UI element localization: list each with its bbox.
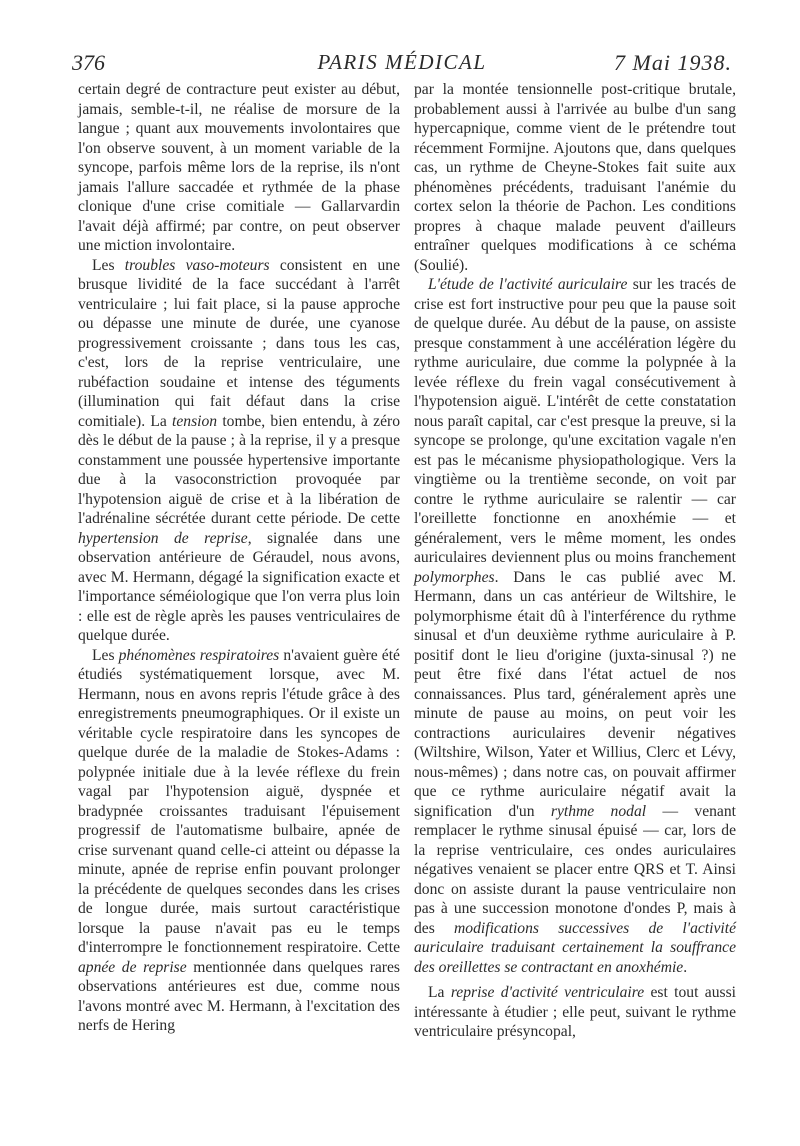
paragraph: par la montée tensionnelle post-critique brutale, probablement aussi à l'arrivée au bulbe d'un sang hypercapnique, comme vient de le prétendre tout récemment Formijne. Ajoutons que, dans quelques cas, un rythme de Cheyne-Stokes fait suite aux phénomènes précédents, traduisant l'anémie du cortex selon la théorie de Pachon. Les conditions propres à chaque malade peuvent d'ailleurs entraîner quelques modifications à ce schéma (Soulié). bbox=[414, 81, 736, 274]
paragraph: certain degré de contracture peut exister au début, jamais, semble-t-il, ne réalise de morsure de la langue ; quant aux mouvements involontaires que l'on observe souvent, à un moment variable de la syncope, parfois même lors de la reprise, ils n'ont jamais l'allure saccadée et rythmée de la phase clonique d'une crise comitiale — Gallarvardin l'avait déjà affirmé; par contre, on peut observer une miction involontaire. bbox=[78, 81, 400, 254]
paragraph-ventricular: La reprise d'activité ventriculaire est tout aussi intéressante à étudier ; elle peut, suivant le rythme ventriculaire présyncopal, bbox=[414, 984, 736, 1040]
right-column bbox=[414, 80, 736, 1042]
left-column bbox=[78, 80, 400, 1036]
paragraph-vasomotor: Les troubles vaso-moteurs consistent en une brusque lividité de la face succédant à l'arrêt ventriculaire ; lui fait place, si la pause approche ou dépasse une minute de durée, une cyanose progressivement croissante ; dans tous les cas, c'est, lors de la reprise ventriculaire, une rubéfaction soudaine et intense des téguments (illumination qui fait défaut dans la crise comitiale). La tension tombe, bien entendu, à zéro dès le début de la pause ; à la reprise, il y a presque constamment une poussée hypertensive importante due à la vasoconstriction provoquée par l'hypotension aiguë de crise et à la libération de l'adrénaline sécrétée durant cette période. De cette hypertension de reprise, signalée dans une observation antérieure de Géraudel, nous avons, avec M. Hermann, dégagé la signification exacte et l'importance séméiologique que l'on verra plus loin : elle est de règle après les pauses ventriculaires de quelque durée. bbox=[78, 256, 400, 644]
page-number: 376 bbox=[72, 50, 105, 75]
paragraph-auricular: L'étude de l'activité auriculaire sur les tracés de crise est fort instructive pour peu que la pause soit de quelque durée. Au début de la pause, on assiste presque constamment à une accélération légère du rythme auriculaire, due comme la polypnée à la levée réflexe du frein vagal consécutivement à l'hypotension aiguë. L'intérêt de cette constatation nous paraît capital, car c'est presque la preuve, si la syncope se prolonge, qu'une excitation vagale n'en est pas le mécanisme physiopathologique. Vers la vingtième ou la trentième seconde, on voit par contre le rythme auriculaire se ralentir — car l'oreillette fonctionne en anoxhémie — et généralement, vers le même moment, les ondes auriculaires deviennent plus ou moins franchement polymorphes. Dans le cas publié avec M. Hermann, dans un cas antérieur de Wiltshire, le polymorphisme était dû à l'interférence du rythme sinusal et d'un deuxième rythme auriculaire à P. positif dont le lieu d'origine (juxta-sinusal ?) ne peut être fixé dans l'état actuel de nos connaissances. Plus tard, généralement après une minute de pause au moins, on peut voir les contractions auriculaires devenir négatives (Wiltshire, Wilson, Yater et Willius, Clerc et Lévy, nous-mêmes) ; dans notre cas, on pouvait affirmer que ce rythme auriculaire négatif avait la signification d'un rythme nodal — venant remplacer le rythme sinusal épuisé — car, lors de la reprise ventriculaire, ces ondes auriculaires négatives venaient se placer entre QRS et T. Ainsi donc on assiste durant la pause ventriculaire non pas à une succession monotone d'ondes P, mais à des modifications successives de l'activité auriculaire traduisant certainement la souffrance des oreillettes se contractant en anoxhémie. bbox=[414, 276, 736, 976]
page-header bbox=[72, 48, 732, 82]
paragraph-respiratory: Les phénomènes respiratoires n'avaient guère été étudiés systématiquement lorsque, avec M. Hermann, nous en avons repris l'étude grâce à des enregistrements pneumographiques. Or il existe un véritable cycle respiratoire dans les syncopes de quelque durée de la maladie de Stokes-Adams : polypnée initiale due à la levée réflexe du frein vagal par l'hypotension aiguë, dyspnée et bradypnée croissantes traduisant l'épuisement progressif de l'automatisme bulbaire, apnée de crise survenant quand celle-ci atteint ou dépasse la minute, apnée de reprise enfin pouvant prolonger la précédente de quelques secondes dans les crises de longue durée, mais surtout caractéristique lorsque la pause n'avait pas eu le temps d'interrompre le fonctionnement respiratoire. Cette apnée de reprise mentionnée dans quelques rares observations antérieures est due, comme nous l'avons montré avec M. Hermann, à l'excitation des nerfs de Hering bbox=[78, 646, 400, 1034]
issue-date: 7 Mai 1938. bbox=[614, 50, 732, 75]
journal-title: PARIS MÉDICAL bbox=[317, 50, 487, 74]
